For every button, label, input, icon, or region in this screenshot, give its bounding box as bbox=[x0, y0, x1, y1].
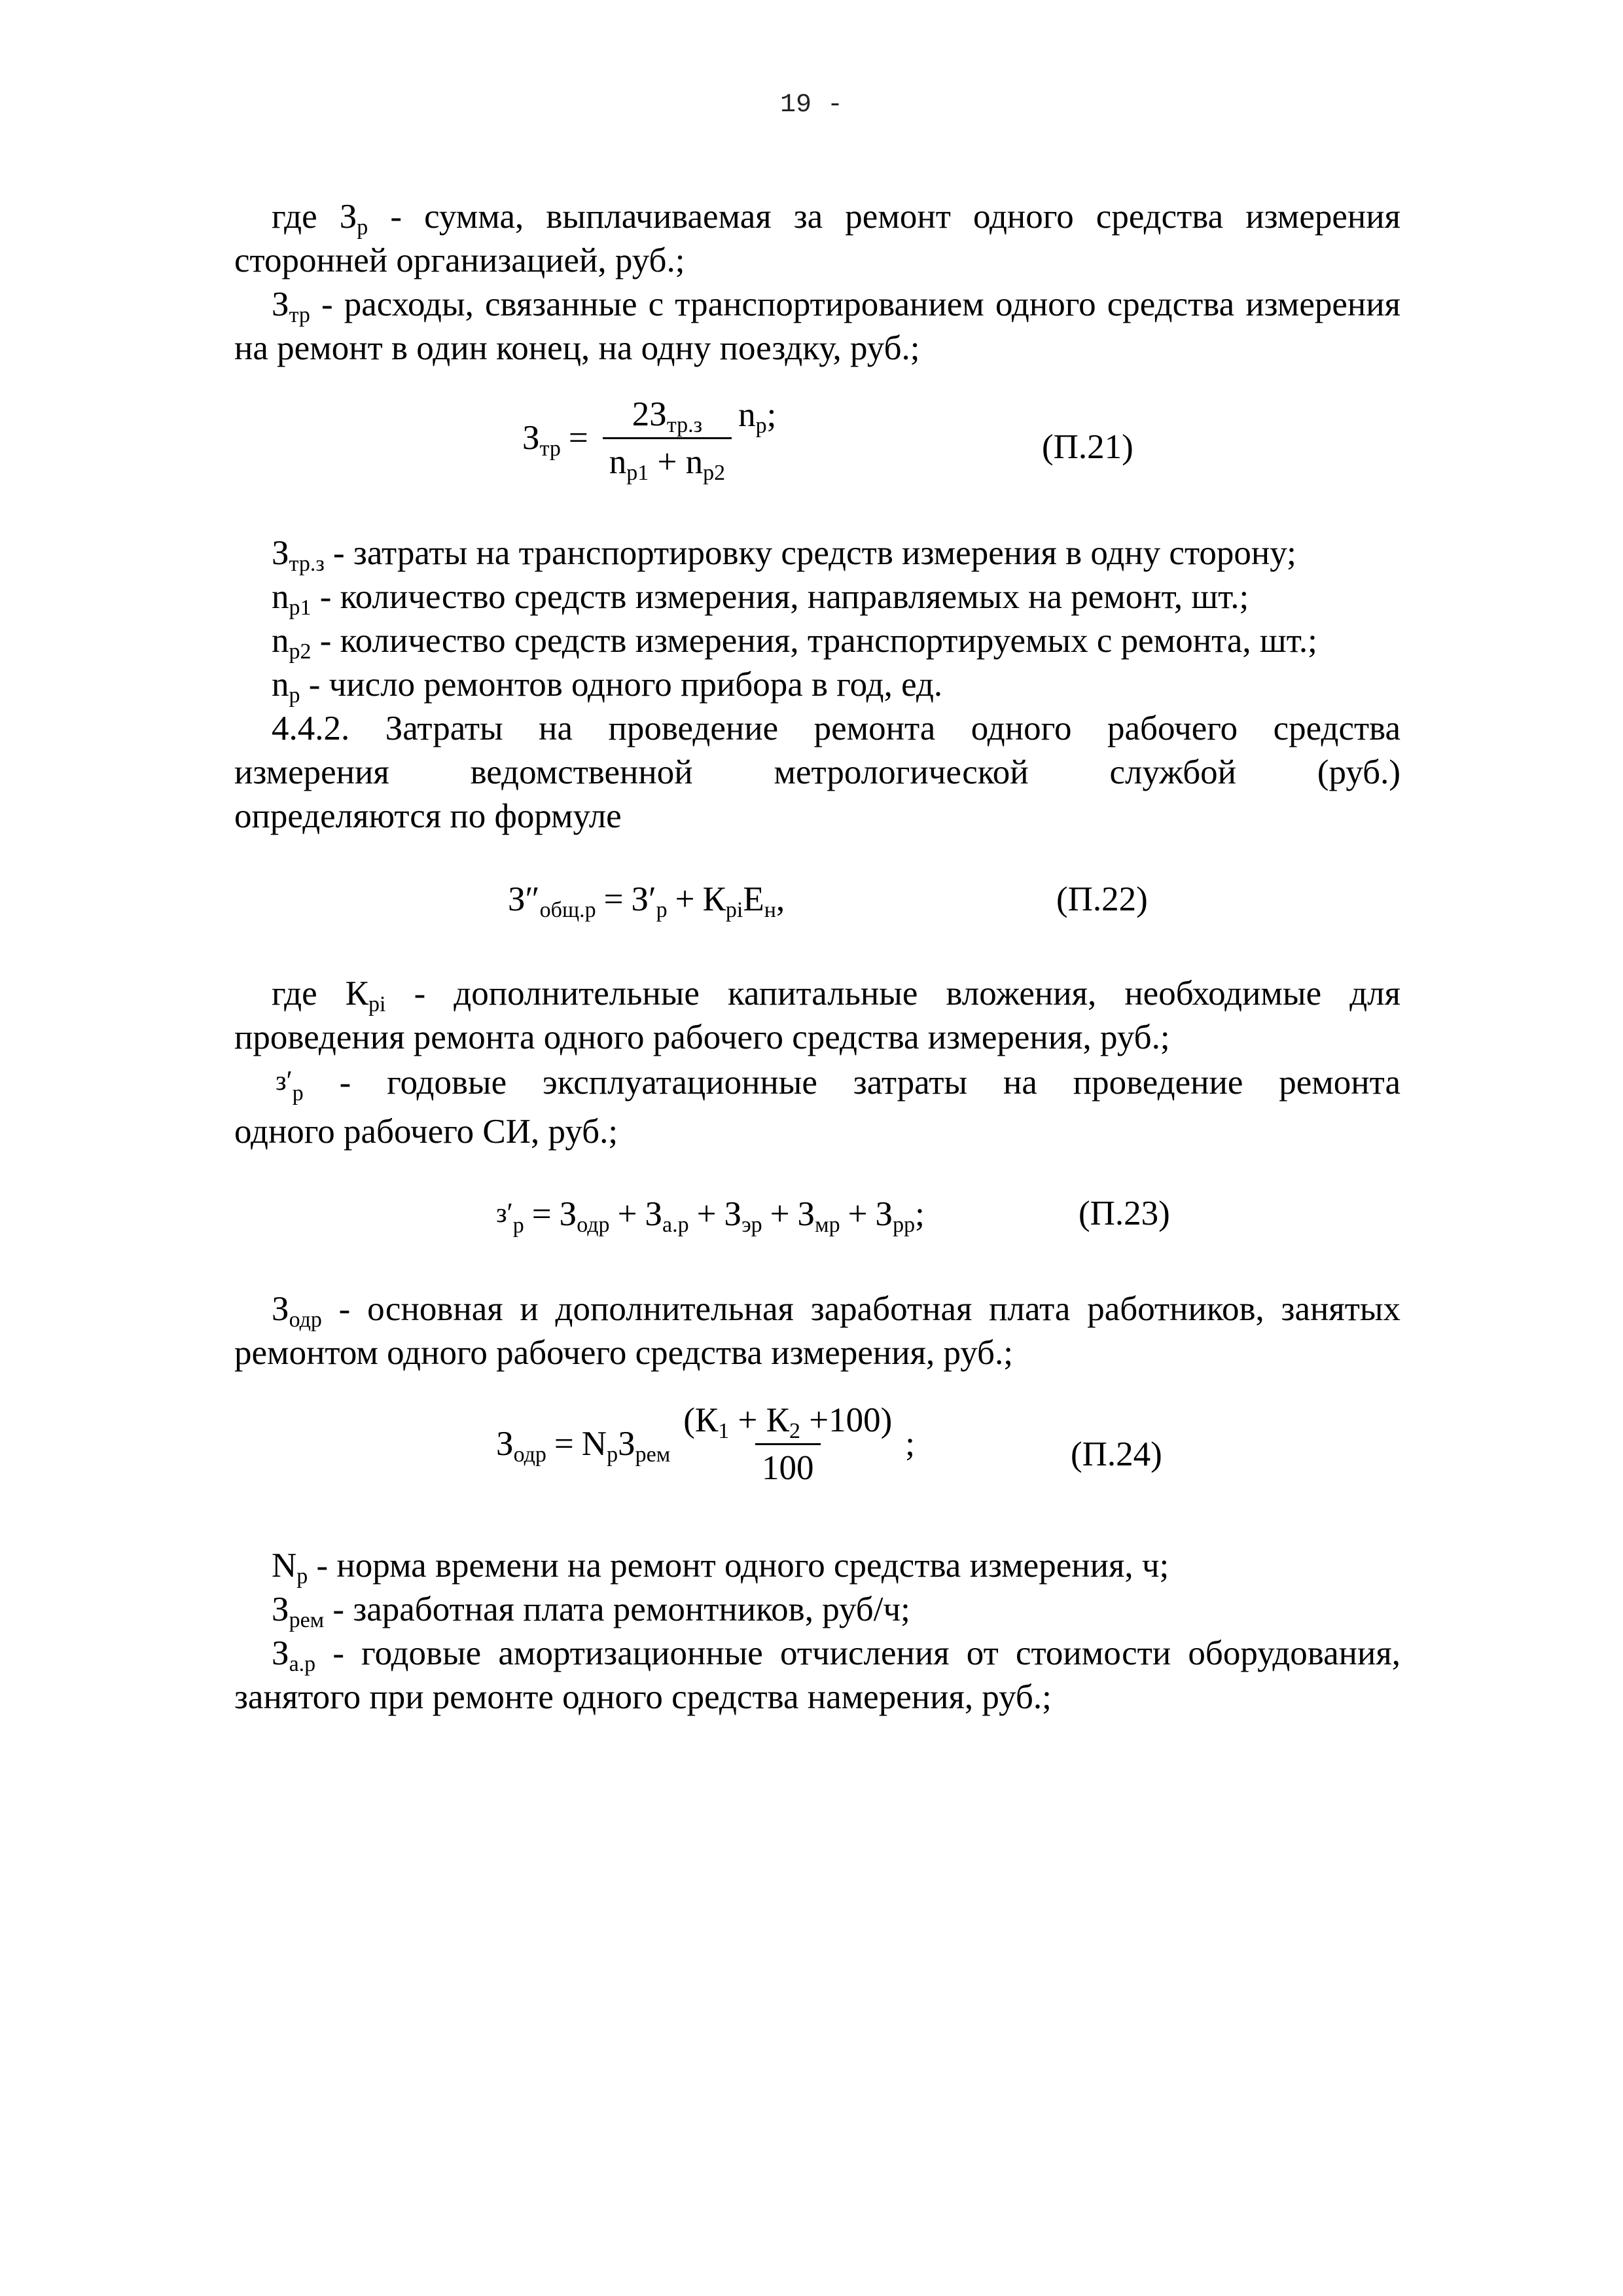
paragraph-zr-definition bbox=[234, 195, 1400, 283]
plus-sign: + bbox=[847, 1195, 868, 1233]
fraction-numerator: $2З_{тр.з}$ bbox=[632, 395, 703, 437]
equation-label: (П.21) bbox=[1042, 428, 1133, 466]
definition-line-2: одного рабочего СИ, руб.; bbox=[234, 1113, 618, 1151]
paragraph-np1-definition bbox=[234, 575, 1400, 619]
definition-text: - количество средств измерения, направляемых на ремонт, шт.; bbox=[311, 578, 1249, 616]
term-subscript: р1 bbox=[289, 596, 312, 620]
formula-p21 bbox=[234, 387, 1400, 531]
term: з′ bbox=[276, 1066, 293, 1096]
formula-tail: $n_р$; bbox=[738, 396, 777, 438]
formula-term: $З_{одр}$ bbox=[559, 1195, 610, 1237]
paragraph-ztrz-definition bbox=[234, 531, 1400, 575]
fraction-denominator: 100 bbox=[755, 1443, 821, 1488]
paragraph-kpi-definition bbox=[234, 972, 1400, 1060]
term: З bbox=[272, 285, 289, 323]
definition-text: - расходы, связанные с транспортированием одного средства измерения на ремонт в один конец, на одну поездку, руб.; bbox=[234, 285, 1400, 367]
term: З bbox=[272, 1590, 289, 1628]
term: n bbox=[272, 578, 289, 616]
fraction-denominator: $n_{р1} + n_{р2}$ bbox=[603, 437, 732, 482]
term: N bbox=[272, 1547, 297, 1585]
section-line-2: измерения ведомственной метрологической службой (руб.) bbox=[234, 753, 1400, 791]
definition-text: - годовые эксплуатационные затраты на проведение ремонта bbox=[303, 1064, 1400, 1102]
formula-p22 bbox=[234, 848, 1400, 972]
paragraph-zrem-definition bbox=[234, 1588, 1400, 1632]
term-subscript: р2 bbox=[289, 639, 312, 664]
formula-p24 bbox=[234, 1393, 1400, 1544]
paragraph-np-norm-definition bbox=[234, 1544, 1400, 1588]
section-line-3: определяются по формуле bbox=[234, 797, 622, 835]
definition-text: - дополнительные капитальные вложения, необходимые для проведения ремонта одного рабочего средства измерения, руб.; bbox=[234, 975, 1400, 1056]
paragraph-np-definition bbox=[234, 663, 1400, 707]
equals-sign: = bbox=[568, 419, 588, 457]
equation-label: (П.22) bbox=[1056, 880, 1148, 918]
formula-lhs: $з'_р$ bbox=[496, 1198, 524, 1238]
definition-text: - количество средств измерения, транспортируемых с ремонта, шт.; bbox=[311, 622, 1317, 660]
document-body bbox=[234, 195, 1400, 1719]
term: З bbox=[272, 534, 289, 572]
term: З bbox=[272, 1634, 289, 1672]
formula-term: $З'_р$ bbox=[631, 880, 668, 922]
formula-term: $N_рЗ_{рем}$ bbox=[581, 1425, 671, 1467]
definition-text: - годовые амортизационные отчисления от стоимости оборудования, занятого при ремонте одного средства намерения, руб.; bbox=[234, 1634, 1400, 1716]
definition-text: - затраты на транспортировку средств измерения в одну сторону; bbox=[324, 534, 1296, 572]
paragraph-zar-definition bbox=[234, 1632, 1400, 1719]
definition-text: - число ремонтов одного прибора в год, ед. bbox=[300, 666, 943, 704]
term-subscript: рi bbox=[368, 992, 386, 1016]
term-subscript: р bbox=[289, 683, 300, 708]
definition-text: - сумма, выплачиваемая за ремонт одного средства измерения сторонней организацией, руб.; bbox=[234, 198, 1400, 279]
equals-sign: = bbox=[554, 1425, 574, 1463]
equation-label: (П.23) bbox=[1079, 1194, 1170, 1232]
definition-text: - заработная плата ремонтников, руб/ч; bbox=[324, 1590, 910, 1628]
plus-sign: + bbox=[770, 1195, 790, 1233]
term-subscript: р bbox=[357, 215, 368, 240]
definition-text: - норма времени на ремонт одного средства измерения, ч; bbox=[308, 1547, 1169, 1585]
formula-lhs: $З_{тр}$ bbox=[522, 419, 561, 461]
term-subscript: одр bbox=[289, 1308, 322, 1332]
paragraph-ztr-definition bbox=[234, 283, 1400, 370]
term: n bbox=[272, 666, 289, 704]
definition-text: - основная и дополнительная заработная плата работников, занятых ремонтом одного рабочего средства измерения, руб.; bbox=[234, 1290, 1400, 1372]
formula-end: ; bbox=[905, 1425, 916, 1463]
plus-sign: + bbox=[675, 880, 695, 918]
equals-sign: = bbox=[531, 1195, 552, 1233]
paragraph-zr-prime-definition bbox=[234, 1060, 1400, 1154]
term-subscript: р bbox=[296, 1564, 308, 1588]
term: З bbox=[272, 1290, 289, 1328]
formula-lhs: $З''_{общ.р}$ bbox=[508, 880, 596, 922]
fraction bbox=[603, 394, 732, 485]
page-number: 19 - bbox=[779, 90, 843, 120]
term-subscript: тр bbox=[289, 303, 310, 327]
formula-term: $З_{рр}$; bbox=[875, 1195, 925, 1237]
formula-term: $З_{а.р}$ bbox=[645, 1195, 689, 1237]
term-subscript: тр.з bbox=[289, 552, 325, 576]
section-line-1: 4.4.2. Затраты на проведение ремонта одного рабочего средства bbox=[272, 709, 1400, 747]
equation-label: (П.24) bbox=[1071, 1435, 1162, 1473]
formula-lhs: $З_{одр}$ bbox=[496, 1425, 546, 1467]
definition-line-1 bbox=[234, 1060, 1400, 1105]
formula-p23 bbox=[234, 1163, 1400, 1287]
equals-sign: = bbox=[603, 880, 624, 918]
fraction bbox=[677, 1400, 899, 1488]
formula-term: $З_{мр}$ bbox=[797, 1195, 840, 1237]
formula-term: $З_{эр}$ bbox=[724, 1195, 762, 1237]
paragraph-section-442 bbox=[234, 707, 1400, 838]
fraction-numerator: $(К_1 + К_2 +100)$ bbox=[683, 1401, 893, 1443]
paragraph-np2-definition bbox=[234, 619, 1400, 663]
term: n bbox=[272, 622, 289, 660]
term-subscript: а.р bbox=[289, 1652, 316, 1676]
term-subscript: рем bbox=[289, 1608, 325, 1632]
term: где З bbox=[272, 198, 357, 236]
plus-sign: + bbox=[696, 1195, 717, 1233]
formula-term: $К_{рi}Е_н$, bbox=[702, 880, 785, 922]
term-subscript: р bbox=[292, 1081, 304, 1105]
term: где К bbox=[272, 975, 369, 1013]
paragraph-zodr-definition bbox=[234, 1287, 1400, 1375]
plus-sign: + bbox=[617, 1195, 637, 1233]
